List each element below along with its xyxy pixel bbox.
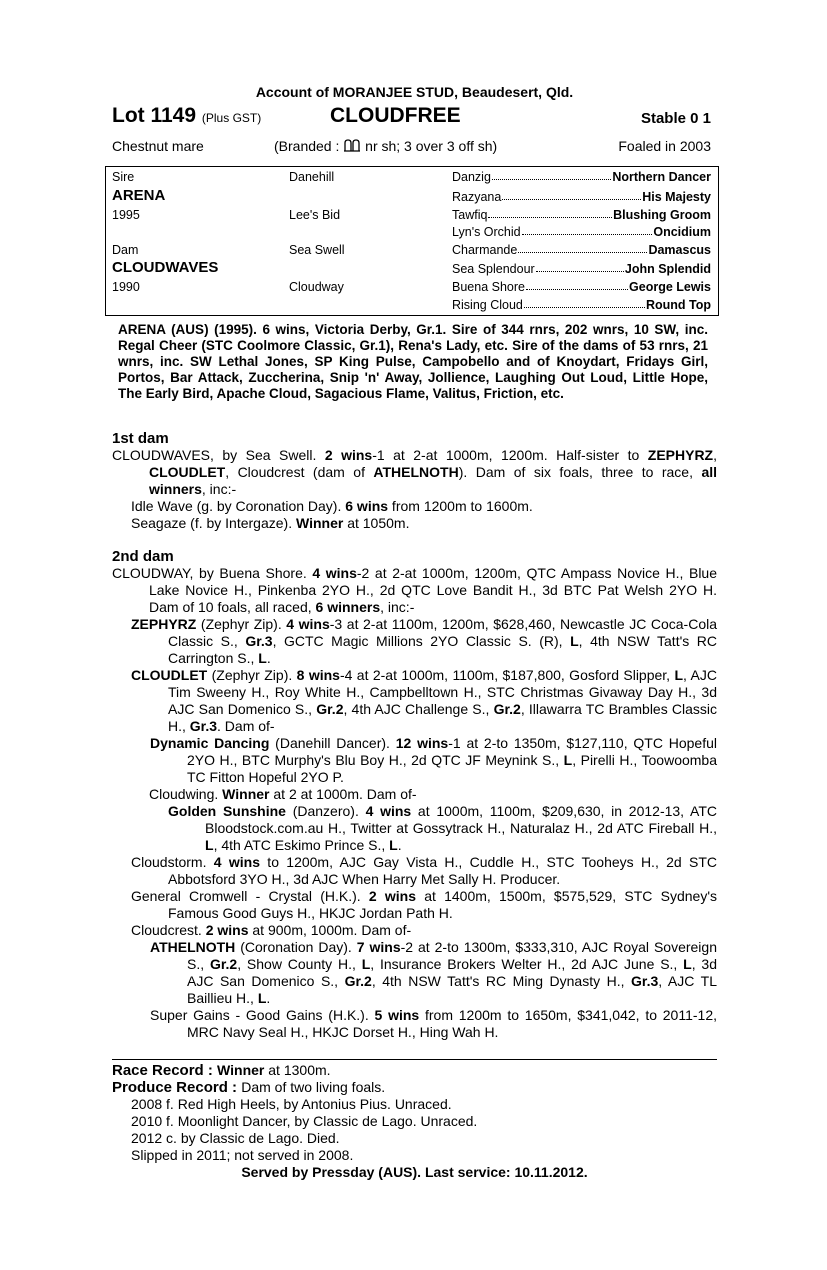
grandparent-row [452, 170, 711, 184]
brand-suffix: nr sh; 3 over 3 off sh) [365, 138, 498, 154]
foaled-year: Foaled in 2003 [618, 138, 711, 154]
second-dam-para: CLOUDWAY, by Buena Shore. 4 wins-2 at 2-at 1000m, 1200m, QTC Ampass Novice H., Blue Lake Novice H., Pinkenba 2YO H., 2d QTC Love Bandit H., 3d BTC Pat Welsh 2YO H. Dam of 10 foals, all raced, 6 winners, inc:- [112, 565, 718, 615]
horse-meta [112, 138, 717, 158]
progeny-cloudcrest: Cloudcrest. 2 wins at 900m, 1000m. Dam of- [131, 922, 412, 938]
section-divider [112, 1059, 717, 1060]
gp-sire: Northern Dancer [612, 170, 711, 184]
sex-colour: Chestnut mare [112, 138, 204, 154]
dam-name: CLOUDWAVES [112, 259, 219, 276]
stable-number: Stable 0 1 [640, 110, 711, 127]
progeny-cloudwing: Cloudwing. Winner at 2 at 1000m. Dam of- [149, 786, 417, 802]
brand-description [274, 138, 497, 154]
produce-item: 2008 f. Red High Heels, by Antonius Pius. Unraced. [131, 1096, 452, 1112]
sire-summary: ARENA (AUS) (1995). 6 wins, Victoria Derby, Gr.1. Sire of 344 rnrs, 202 wnrs, 10 SW, inc. Regal Cheer (STC Coolmore Classic, Gr.1), Rena's Lady, etc. Sire of the dams of 53 rnrs, 21 wnrs, inc. SW Lethal Jones, SP King Pulse, Campobello and of Knoydart, Fridays Girl, Portos, Bar Attack, Zuccherina, Snip 'n' Away, Jollience, Laughing Out Loud, Little Hope, The Early Bird, Apache Cloud, Sagacious Flame, Valitus, Friction, etc. [118, 322, 708, 401]
grandparent-row [452, 190, 711, 204]
second-dam [112, 548, 717, 1041]
gp-sire: Round Top [645, 298, 711, 312]
grandparent-row [452, 262, 711, 276]
brand-mark-icon [343, 139, 361, 152]
progeny-zephyrz: ZEPHYRZ (Zephyr Zip). 4 wins-3 at 2-at 1100m, 1200m, $628,460, Newcastle JC Coca-Cola Classic S., Gr.3, GCTC Magic Millions 2YO Classic S. (R), L, 4th NSW Tatt's RC Carrington S., L. [131, 616, 718, 666]
race-record: Race Record : Winner at 1300m. [112, 1062, 331, 1079]
pedigree-table [105, 166, 719, 316]
gp-sire: His Majesty [642, 190, 711, 204]
progeny-cloudstorm: Cloudstorm. 4 wins to 1200m, AJC Gay Vista H., Cuddle H., STC Tooheys H., 2d STC Abbotsford 3YO H., 3d AJC When Harry Met Sally H. Producer. [131, 854, 718, 887]
grandparent-row [452, 280, 711, 294]
vendor-account: Account of MORANJEE STUD, Beaudesert, Qld. [255, 84, 574, 100]
progeny-general-cromwell: General Cromwell - Crystal (H.K.). 2 wins at 1400m, 1500m, $575,529, STC Sydney's Famous Good Guys H., HKJC Jordan Path H. [131, 888, 717, 921]
first-dam-heading: 1st dam [112, 430, 169, 447]
progeny-athelnoth: ATHELNOTH (Coronation Day). 7 wins-2 at 2-to 1300m, $333,310, AJC Royal Sovereign S., Gr.2, Show County H., L, Insurance Brokers Welter H., 2d AJC June S., L, 3d AJC San Domenico S., Gr.2, 4th NSW Tatt's RC Ming Dynasty H., Gr.3, AJC TL Baillieu H., L. [150, 939, 717, 1006]
dam-year: 1990 [112, 280, 140, 294]
gp-name: Tawfiq [452, 208, 488, 222]
second-dam-heading: 2nd dam [112, 548, 174, 565]
dam-dam: Cloudway [289, 280, 344, 294]
plus-gst: (Plus GST) [201, 111, 262, 125]
gp-sire: Oncidium [653, 225, 711, 239]
progeny-dynamic-dancing: Dynamic Dancing (Danehill Dancer). 12 wins-1 at 2-to 1350m, $127,110, QTC Hopeful 2YO H., BTC Murphy's Blu Boy H., 2d QTC JF Meynink S., L, Pirelli H., Toowoomba TC Fitton Hopeful 2YO P. [150, 735, 717, 785]
sire-label: Sire [112, 170, 135, 184]
progeny-super-gains: Super Gains - Good Gains (H.K.). 5 wins from 1200m to 1650m, $341,042, to 2011-12, MRC Navy Seal H., HKJC Dorset H., Hing Wah H. [150, 1007, 718, 1040]
sire-dam: Lee's Bid [289, 208, 341, 222]
offspring-idle-wave: Idle Wave (g. by Coronation Day). 6 wins from 1200m to 1600m. [131, 498, 533, 514]
first-dam-para: CLOUDWAVES, by Sea Swell. 2 wins-1 at 2-at 1000m, 1200m. Half-sister to ZEPHYRZ, CLOUDLET, Cloudcrest (dam of ATHELNOTH). Dam of six foals, three to race, all winners, inc:- [112, 447, 718, 497]
records [112, 1062, 717, 1181]
gp-sire: John Splendid [624, 262, 711, 276]
produce-item: 2012 c. by Classic de Lago. Died. [131, 1130, 340, 1146]
progeny-cloudlet: CLOUDLET (Zephyr Zip). 8 wins-4 at 2-at 1000m, 1100m, $187,800, Gosford Slipper, L, AJC Tim Sweeny H., Roy White H., Campbelltown H., STC Christmas Givaway Day H., 3d AJC San Domenico S., Gr.2, 4th AJC Challenge S., Gr.2, Illawarra TC Brambles Classic H., Gr.3. Dam of- [131, 667, 718, 734]
gp-name: Lyn's Orchid [452, 225, 521, 239]
lot-number-text: Lot 1149 [112, 104, 197, 127]
lot-number [112, 104, 261, 128]
sire-sire: Danehill [289, 170, 335, 184]
horse-name: CLOUDFREE [330, 104, 461, 127]
gp-name: Rising Cloud [452, 298, 523, 312]
gp-name: Sea Splendour [452, 262, 535, 276]
first-dam [112, 430, 717, 532]
gp-name: Razyana [452, 190, 502, 204]
grandparent-row [452, 298, 711, 312]
gp-name: Charmande [452, 243, 518, 257]
dam-label: Dam [112, 243, 139, 257]
produce-item: 2010 f. Moonlight Dancer, by Classic de Lago. Unraced. [131, 1113, 478, 1129]
offspring-seagaze: Seagaze (f. by Intergaze). Winner at 1050m. [131, 515, 410, 531]
grandparent-row [452, 243, 711, 257]
sire-year: 1995 [112, 208, 140, 222]
produce-record: Produce Record : Dam of two living foals. [112, 1079, 386, 1096]
gp-name: Danzig [452, 170, 491, 184]
gp-sire: Blushing Groom [613, 208, 711, 222]
gp-name: Buena Shore [452, 280, 525, 294]
lot-line [112, 104, 717, 132]
grandparent-row [452, 225, 711, 239]
gp-sire: George Lewis [629, 280, 711, 294]
gp-sire: Damascus [648, 243, 711, 257]
progeny-golden-sunshine: Golden Sunshine (Danzero). 4 wins at 1000m, 1100m, $209,630, in 2012-13, ATC Bloodstock.com.au H., Twitter at Gossytrack H., Naturalaz H., 2d ATC Fireball H., L, 4th ATC Eskimo Prince S., L. [168, 803, 717, 853]
sire-name: ARENA [112, 187, 166, 204]
produce-item: Slipped in 2011; not served in 2008. [131, 1147, 354, 1163]
dam-sire: Sea Swell [289, 243, 345, 257]
brand-prefix: (Branded : [274, 138, 340, 154]
grandparent-row [452, 208, 711, 222]
service-note: Served by Pressday (AUS). Last service: 10.11.2012. [241, 1164, 588, 1180]
